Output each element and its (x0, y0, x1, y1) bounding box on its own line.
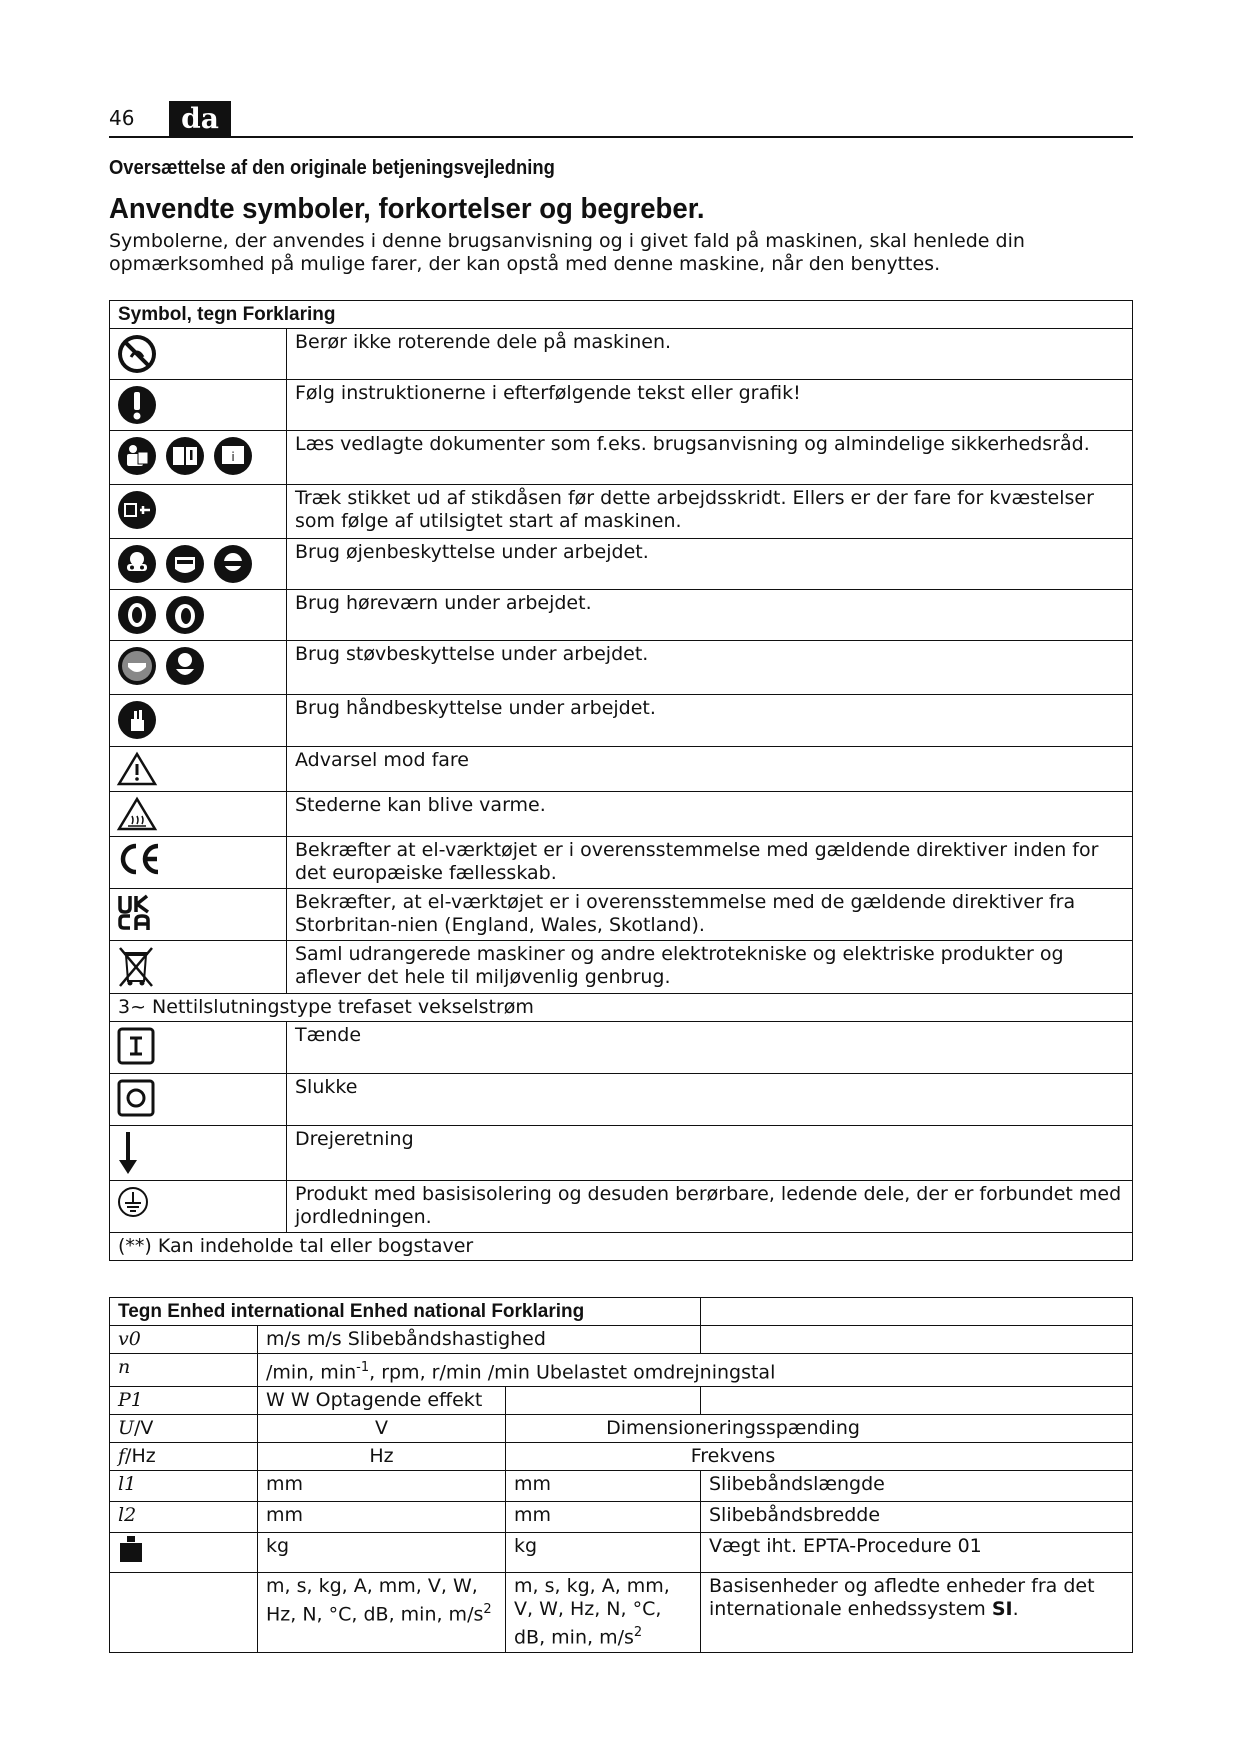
unit-symbol: f/Hz (110, 1443, 258, 1471)
unit-symbol: n (110, 1354, 258, 1387)
weight-icon (118, 1535, 144, 1563)
rotation-direction-icon (116, 1130, 140, 1176)
unit-explanation: Dimensioneringsspænding (506, 1415, 1133, 1443)
book-icon (164, 435, 206, 477)
goggles-icon (116, 543, 158, 585)
warning-icon (116, 751, 158, 787)
symbols-table-header: Symbol, tegn Forklaring (110, 301, 1133, 329)
unit-explanation: Slibebåndslængde (701, 1471, 1133, 1502)
unit-explanation: Vægt iht. EPTA-Procedure 01 (701, 1533, 1133, 1573)
units-table (109, 1297, 1133, 1653)
symbols-row-text: Produkt med basisisolering og desuden berørbare, ledende dele, der er forbundet med jordledningen. (287, 1181, 1133, 1233)
switch-on-icon (116, 1026, 156, 1066)
ce-mark-icon (116, 841, 164, 877)
unit-row-text: m/s m/s Slibebåndshastighed (258, 1326, 701, 1354)
unit-natl: mm (506, 1471, 701, 1502)
intro-paragraph: Symbolerne, der anvendes i denne brugsanvisning og i givet fald på maskinen, skal henlede din opmærksomhed på mulige farer, der kan opstå med denne maskine, når den benyttes. (109, 230, 1025, 275)
unit-intl: V (258, 1415, 506, 1443)
symbols-row-text: Tænde (287, 1022, 1133, 1074)
language-badge: da (169, 101, 231, 137)
unit-symbol: U/V (110, 1415, 258, 1443)
ear-protection-icon (116, 594, 158, 636)
hand-protection-icon (116, 699, 158, 741)
ear-muffs-icon (164, 594, 206, 636)
si-units-natl: m, s, kg, A, mm, V, W, Hz, N, °C, dB, min, $m/s^2$ (506, 1573, 701, 1653)
symbols-row-text: Brug støvbeskyttelse under arbejdet. (287, 641, 1133, 695)
unit-intl: kg (258, 1533, 506, 1573)
unit-intl: mm (258, 1502, 506, 1533)
symbols-row-text: Brug høreværn under arbejdet. (287, 590, 1133, 641)
document-subtitle: Oversættelse af den originale betjeningsvejledning (109, 157, 555, 179)
units-table-header: Tegn Enhed international Enhed national Forklaring (110, 1298, 701, 1326)
safety-glasses-icon (212, 543, 254, 585)
symbols-row-text: Stederne kan blive varme. (287, 792, 1133, 837)
unit-intl: mm (258, 1471, 506, 1502)
three-phase-row: 3~ Nettilslutningstype trefaset vekselstrøm (110, 994, 1133, 1022)
switch-off-icon (116, 1078, 156, 1118)
unit-symbol: v0 (110, 1326, 258, 1354)
read-manual-icon (116, 435, 158, 477)
unplug-icon (116, 489, 158, 531)
manual-page-icon (212, 435, 254, 477)
symbols-row-text: Bekræfter at el-værktøjet er i overensstemmelse med gældende direktiver inden for det europæiske fællesskab. (287, 837, 1133, 889)
unit-row-text: /min, $\min^{-1}$, rpm, r/min /min Ubelastet omdrejningstal (258, 1354, 1133, 1387)
page-number: 46 (109, 106, 135, 130)
unit-symbol: l2 (110, 1502, 258, 1533)
symbols-row-text: Brug håndbeskyttelse under arbejdet. (287, 695, 1133, 747)
unit-intl: Hz (258, 1443, 506, 1471)
si-explanation: Basisenheder og afledte enheder fra det internationale enhedssystem SI. (701, 1573, 1133, 1653)
symbols-row-text: Læs vedlagte dokumenter som f.eks. brugsanvisning og almindelige sikkerhedsråd. (287, 431, 1133, 485)
header-rule (109, 136, 1133, 138)
symbols-row-text: Bekræfter, at el-værktøjet er i overensstemmelse med de gældende direktiver fra Storbritan-nien (England, Wales, Skotland). (287, 889, 1133, 941)
face-shield-icon (164, 543, 206, 585)
section-title: Anvendte symboler, forkortelser og begreber. (109, 193, 705, 225)
symbols-row-text: Berør ikke roterende dele på maskinen. (287, 329, 1133, 380)
symbols-row-text: Drejeretning (287, 1126, 1133, 1181)
unit-symbol: P1 (110, 1387, 258, 1415)
unit-natl: mm (506, 1502, 701, 1533)
symbols-row-text: Saml udrangerede maskiner og andre elektrotekniske og elektriske produkter og aflever det hele til miljøvenlig genbrug. (287, 941, 1133, 994)
unit-explanation: Frekvens (506, 1443, 1133, 1471)
unit-explanation: Slibebåndsbredde (701, 1502, 1133, 1533)
symbols-row-text: Advarsel mod fare (287, 747, 1133, 792)
symbols-row-text: Træk stikket ud af stikdåsen før dette arbejdsskridt. Ellers er der fare for kvæstelser som følge af utilsigtet start af maskinen. (287, 485, 1133, 539)
mandatory-action-icon (116, 384, 158, 426)
symbols-row-text: Brug øjenbeskyttelse under arbejdet. (287, 539, 1133, 590)
svg-text:i: i (231, 450, 235, 464)
footnote-row: (**) Kan indeholde tal eller bogstaver (110, 1233, 1133, 1261)
dust-mask-icon (116, 645, 158, 687)
symbols-row-text: Slukke (287, 1074, 1133, 1126)
weee-bin-icon (116, 945, 156, 989)
unit-row-text: W W Optagende effekt (258, 1387, 506, 1415)
unit-symbol: l1 (110, 1471, 258, 1502)
respirator-icon (164, 645, 206, 687)
no-rotating-parts-icon (116, 333, 158, 375)
symbols-row-text: Følg instruktionerne i efterfølgende tekst eller grafik! (287, 380, 1133, 431)
protective-earth-icon (116, 1185, 150, 1219)
unit-natl: kg (506, 1533, 701, 1573)
si-units-intl: m, s, kg, A, mm, V, W, Hz, N, °C, dB, min, $m/s^2$ (258, 1573, 506, 1653)
ukca-mark-icon (116, 893, 156, 933)
hot-surface-icon (116, 796, 158, 832)
symbols-table (109, 300, 1133, 1261)
